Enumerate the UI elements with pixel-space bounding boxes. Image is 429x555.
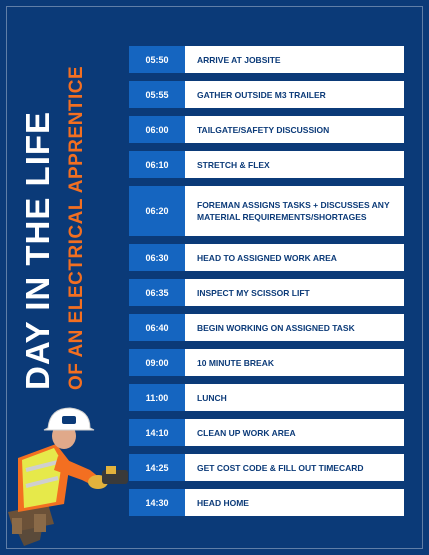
schedule-row: [129, 46, 404, 73]
schedule-time: 06:30: [129, 244, 185, 271]
schedule-row: [129, 151, 404, 178]
schedule-row: [129, 244, 404, 271]
tool-pouch: [12, 518, 22, 534]
schedule-task: GATHER OUTSIDE M3 TRAILER: [185, 81, 404, 108]
schedule-time: 11:00: [129, 384, 185, 411]
schedule-task: FOREMAN ASSIGNS TASKS + DISCUSSES ANY MATERIAL REQUIREMENTS/SHORTAGES: [185, 186, 404, 236]
schedule-task: BEGIN WORKING ON ASSIGNED TASK: [185, 314, 404, 341]
schedule-row: [129, 314, 404, 341]
schedule-time: 06:00: [129, 116, 185, 143]
schedule-row: [129, 81, 404, 108]
page-subtitle: OF AN ELECTRICAL APPRENTICE: [66, 65, 87, 390]
schedule-time: 05:55: [129, 81, 185, 108]
page-title: DAY IN THE LIFE: [19, 110, 56, 390]
schedule-row: [129, 279, 404, 306]
schedule-time: 06:40: [129, 314, 185, 341]
schedule-time: 14:10: [129, 419, 185, 446]
schedule-row: [129, 186, 404, 236]
schedule-task: TAILGATE/SAFETY DISCUSSION: [185, 116, 404, 143]
title-block: [14, 50, 104, 390]
schedule-list: [129, 46, 404, 524]
schedule-time: 06:35: [129, 279, 185, 306]
schedule-task: 10 MINUTE BREAK: [185, 349, 404, 376]
schedule-task: GET COST CODE & FILL OUT TIMECARD: [185, 454, 404, 481]
schedule-time: 09:00: [129, 349, 185, 376]
schedule-task: LUNCH: [185, 384, 404, 411]
schedule-task: INSPECT MY SCISSOR LIFT: [185, 279, 404, 306]
schedule-row: [129, 384, 404, 411]
schedule-time: 14:25: [129, 454, 185, 481]
electrician-worker-illustration: [4, 400, 128, 550]
schedule-time: 06:10: [129, 151, 185, 178]
schedule-row: [129, 489, 404, 516]
schedule-row: [129, 454, 404, 481]
schedule-row: [129, 116, 404, 143]
schedule-time: 06:20: [129, 186, 185, 236]
schedule-task: CLEAN UP WORK AREA: [185, 419, 404, 446]
schedule-row: [129, 419, 404, 446]
schedule-task: HEAD HOME: [185, 489, 404, 516]
schedule-time: 14:30: [129, 489, 185, 516]
schedule-task: HEAD TO ASSIGNED WORK AREA: [185, 244, 404, 271]
tool-pouch: [34, 514, 46, 532]
schedule-task: ARRIVE AT JOBSITE: [185, 46, 404, 73]
schedule-time: 05:50: [129, 46, 185, 73]
schedule-task: STRETCH & FLEX: [185, 151, 404, 178]
schedule-row: [129, 349, 404, 376]
